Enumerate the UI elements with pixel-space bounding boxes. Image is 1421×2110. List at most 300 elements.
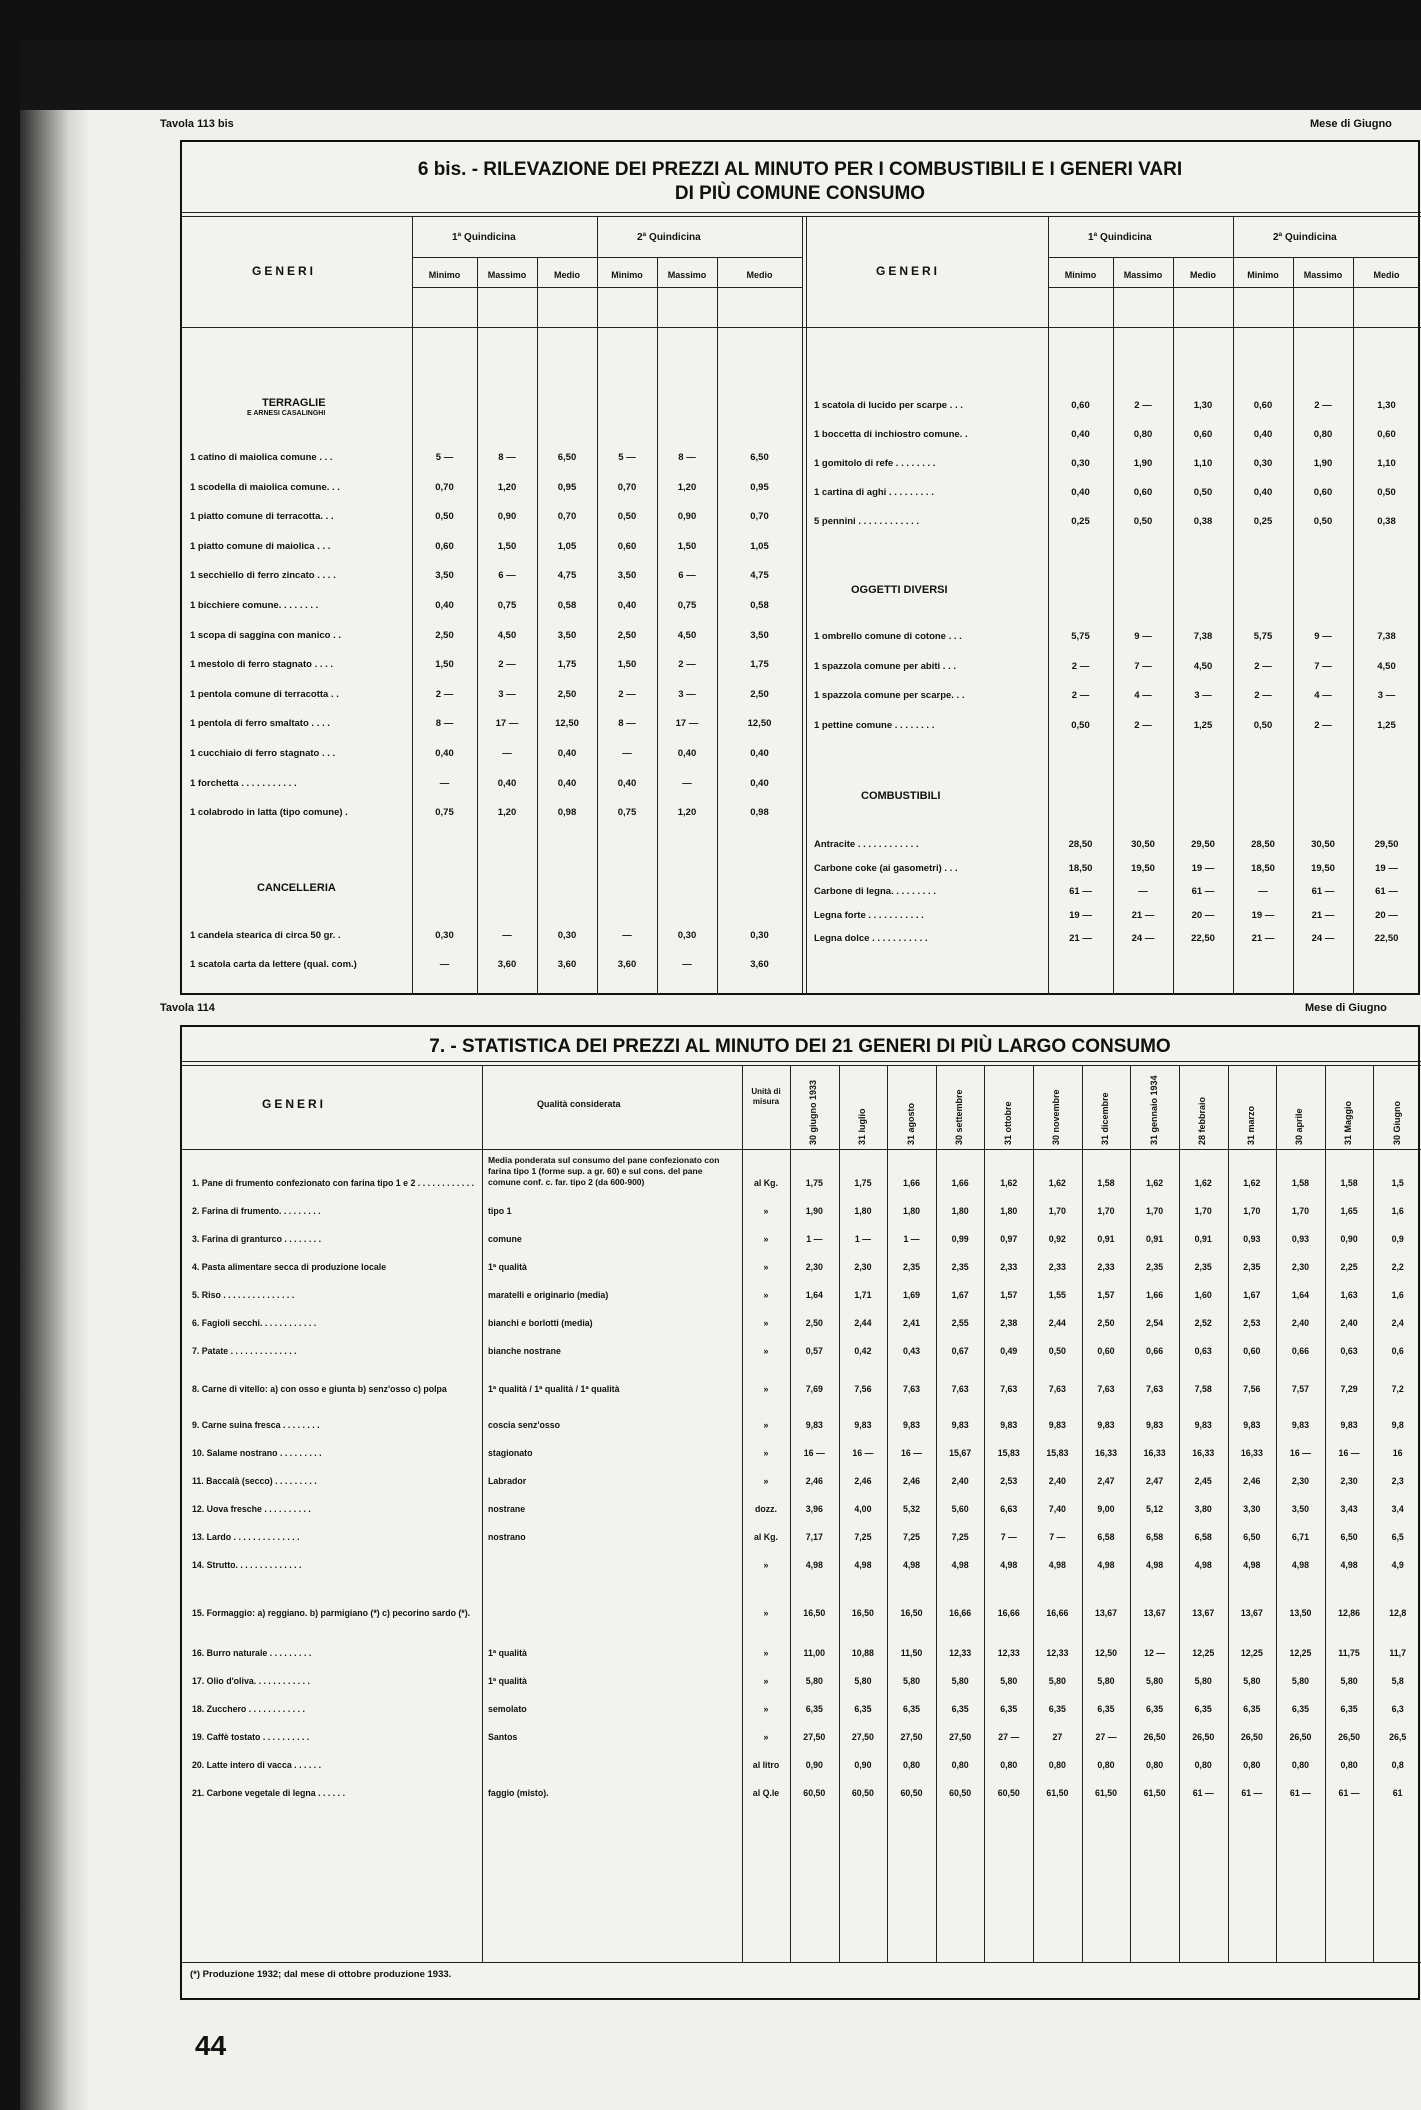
- table-cell: 0,50: [1313, 516, 1333, 527]
- table-cell: 4 —: [1314, 690, 1332, 701]
- table-cell: 0,63: [1340, 1346, 1358, 1356]
- table-cell: 1,58: [1291, 1178, 1309, 1188]
- table-cell: 1,75: [750, 659, 769, 671]
- table-cell: 4,98: [805, 1560, 823, 1570]
- table-cell: 7 —: [1000, 1532, 1017, 1542]
- table-row-label: 1 boccetta di inchiostro comune. .: [814, 429, 968, 440]
- table-cell: 0,57: [805, 1346, 823, 1356]
- table-cell: 60,50: [900, 1788, 923, 1798]
- table-cell: 5 —: [618, 452, 636, 463]
- table-cell: 21 —: [1131, 909, 1155, 921]
- table-cell: 0,93: [1243, 1234, 1261, 1244]
- table-cell: 0,66: [1291, 1346, 1309, 1356]
- unita-cell: »: [763, 1384, 769, 1394]
- table-cell: 12,25: [1240, 1648, 1263, 1658]
- month-header: 31 ottobre: [1002, 1101, 1013, 1145]
- table-cell: 0,40: [557, 748, 577, 759]
- qualita-cell: nostrane: [488, 1504, 526, 1514]
- table-cell: 6,58: [1146, 1532, 1164, 1542]
- table-row-label: 1 catino di maiolica comune . . .: [190, 452, 333, 463]
- table-cell: 17 —: [675, 718, 699, 730]
- table-cell: 2 —: [678, 659, 696, 671]
- table-cell: 3 —: [1194, 690, 1212, 701]
- table-cell: 12,86: [1338, 1608, 1361, 1618]
- table-cell: 1,20: [497, 481, 517, 493]
- table-cell: 9,83: [1243, 1420, 1261, 1430]
- table-row-label: 7. Patate . . . . . . . . . . . . . .: [192, 1346, 297, 1356]
- table-row-label: 1 mestolo di ferro stagnato . . . .: [190, 659, 334, 671]
- table-cell: 1,64: [1291, 1290, 1309, 1300]
- table-cell: 6,63: [1000, 1504, 1018, 1514]
- table-cell: 2,4: [1391, 1318, 1404, 1328]
- month-header: 31 agosto: [905, 1102, 916, 1145]
- table-cell: 6 —: [498, 570, 516, 582]
- table-cell: 1,57: [1097, 1290, 1115, 1300]
- table-cell: 9 —: [1134, 631, 1152, 642]
- table-cell: 4,98: [1146, 1560, 1164, 1570]
- table-cell: 2,33: [1048, 1262, 1066, 1272]
- table-cell: 7,2: [1391, 1384, 1404, 1394]
- table-cell: 5,80: [1194, 1676, 1212, 1686]
- table-cell: 2 —: [1071, 660, 1090, 672]
- table-cell: 6,35: [1048, 1704, 1066, 1714]
- table-cell: 13,67: [1240, 1608, 1263, 1618]
- table-cell: 1,70: [1243, 1206, 1261, 1216]
- table-cell: 1,67: [1243, 1290, 1261, 1300]
- qualita-cell: stagionato: [488, 1448, 533, 1458]
- table-cell: 0,30: [1071, 458, 1090, 469]
- table-cell: 2 —: [1254, 690, 1272, 701]
- table-cell: 60,50: [851, 1788, 874, 1798]
- table-cell: 9,83: [1048, 1420, 1066, 1430]
- table-cell: 1,6: [1391, 1290, 1404, 1300]
- table-cell: 0,92: [1048, 1234, 1066, 1244]
- table-cell: 5,32: [902, 1504, 921, 1514]
- table-cell: 15,67: [949, 1448, 972, 1458]
- table-cell: 0,38: [1193, 516, 1213, 527]
- table-cell: 4,98: [1291, 1560, 1309, 1570]
- table-cell: 2,30: [854, 1262, 872, 1272]
- table-cell: 6,35: [1291, 1704, 1309, 1714]
- table-cell: 2,53: [1243, 1318, 1261, 1328]
- table-cell: 1 —: [806, 1234, 823, 1244]
- table-cell: 1,20: [677, 481, 697, 493]
- table-cell: 1,66: [902, 1178, 921, 1188]
- unita-cell: »: [763, 1448, 769, 1458]
- scan-border: [20, 40, 1421, 110]
- table-cell: 60,50: [949, 1788, 972, 1798]
- table-cell: 1,66: [1146, 1290, 1164, 1300]
- unita-cell: »: [763, 1560, 769, 1570]
- table-cell: 1,70: [1291, 1206, 1309, 1216]
- table-cell: 7,63: [1146, 1384, 1164, 1394]
- table-cell: 3 —: [498, 688, 516, 700]
- table-cell: 2,46: [805, 1476, 823, 1486]
- header1-left: Tavola 113 bis: [160, 118, 234, 130]
- table-cell: 0,90: [805, 1760, 823, 1770]
- table-cell: 2,46: [854, 1476, 872, 1486]
- column-rule: [1293, 257, 1294, 995]
- table-cell: 7,56: [854, 1384, 872, 1394]
- table-row-label: 1. Pane di frumento confezionato con farina tipo 1 e 2 . . . . . . . . . . . .: [192, 1178, 475, 1188]
- table-cell: 1,58: [1097, 1178, 1115, 1188]
- qualita-cell: bianche nostrane: [488, 1346, 561, 1356]
- table-cell: 12,25: [1289, 1648, 1312, 1658]
- unita-cell: »: [763, 1732, 769, 1742]
- table-cell: 2 —: [1134, 719, 1152, 731]
- table-cell: —: [682, 959, 692, 970]
- qualita-cell: maratelli e originario (media): [488, 1290, 609, 1300]
- table-cell: 7 —: [1314, 660, 1332, 672]
- table-cell: 6,50: [1243, 1532, 1261, 1542]
- section-cancelleria: CANCELLERIA: [257, 882, 336, 894]
- table-cell: 11,7: [1389, 1648, 1406, 1658]
- table-cell: 1,05: [750, 540, 769, 552]
- table-cell: 24 —: [1131, 933, 1155, 944]
- qualita-cell: tipo 1: [488, 1206, 512, 1216]
- table-cell: 2,50: [1097, 1318, 1115, 1328]
- table-cell: 9,83: [805, 1420, 823, 1430]
- table-cell: 0,50: [1193, 487, 1213, 498]
- table-cell: 1,62: [1194, 1178, 1212, 1188]
- table-cell: 4 —: [1134, 690, 1152, 701]
- table-cell: 1,80: [951, 1206, 969, 1216]
- unita-cell: »: [763, 1262, 769, 1272]
- table-cell: 12,50: [747, 718, 772, 730]
- table-cell: 12,33: [997, 1648, 1020, 1658]
- table-row-label: Legna dolce . . . . . . . . . . .: [814, 933, 928, 944]
- month-header: 28 febbraio: [1197, 1096, 1208, 1145]
- table-cell: 0,70: [435, 481, 454, 493]
- table-cell: 1,05: [557, 540, 577, 552]
- unita-cell: »: [763, 1234, 769, 1244]
- table-cell: 6,35: [805, 1704, 823, 1714]
- table-cell: 1,64: [805, 1290, 823, 1300]
- table-cell: 2,52: [1194, 1318, 1212, 1328]
- table-cell: 61 —: [1311, 886, 1335, 897]
- table-cell: 2,30: [1291, 1262, 1309, 1272]
- table-cell: 0,97: [1000, 1234, 1018, 1244]
- generi-header: GENERI: [262, 1097, 327, 1111]
- table-cell: 1,55: [1048, 1290, 1066, 1300]
- table-cell: 6,3: [1391, 1704, 1404, 1714]
- table-cell: 5,80: [854, 1676, 872, 1686]
- table-cell: 0,60: [1097, 1346, 1115, 1356]
- table-cell: 16,50: [803, 1608, 826, 1618]
- table-cell: 1,60: [1194, 1290, 1212, 1300]
- table-cell: 26,50: [1192, 1732, 1215, 1742]
- table-cell: 3,4: [1391, 1504, 1404, 1514]
- table-cell: 24 —: [1311, 933, 1335, 944]
- table-cell: 1,71: [854, 1290, 872, 1300]
- column-rule: [1353, 257, 1354, 995]
- table-cell: 7,38: [1193, 631, 1213, 642]
- table-row-label: 1 forchetta . . . . . . . . . . .: [190, 777, 297, 789]
- table-cell: —: [502, 748, 512, 759]
- section-oggetti: OGGETTI DIVERSI: [851, 584, 948, 596]
- unita-cell: »: [763, 1346, 769, 1356]
- table-cell: 9,8: [1391, 1420, 1404, 1430]
- table-cell: 5,60: [951, 1504, 969, 1514]
- subheader-massimo: Massimo: [1303, 270, 1343, 280]
- section-terraglie: TERRAGLIE: [262, 397, 326, 409]
- table-cell: 5 —: [435, 452, 454, 463]
- table-cell: 8 —: [498, 452, 516, 463]
- table-cell: 0,58: [557, 600, 577, 611]
- unita-cell: »: [763, 1420, 769, 1430]
- table-cell: 0,67: [951, 1346, 969, 1356]
- center-divider: [802, 216, 803, 995]
- table-cell: 1,30: [1193, 400, 1213, 411]
- table-cell: 1,80: [902, 1206, 921, 1216]
- table-cell: 0,50: [435, 511, 454, 523]
- table-cell: 7,38: [1377, 631, 1396, 642]
- table-cell: 3 —: [1377, 690, 1396, 701]
- table-cell: 3,96: [805, 1504, 823, 1514]
- table-cell: 26,5: [1389, 1732, 1407, 1742]
- table-cell: 4,50: [1193, 660, 1213, 672]
- table-cell: 1,63: [1340, 1290, 1358, 1300]
- table-cell: 16 —: [901, 1448, 923, 1458]
- table-cell: 2,35: [1194, 1262, 1212, 1272]
- table-row-label: 1 spazzola comune per abiti . . .: [814, 660, 957, 672]
- table-row-label: 19. Caffè tostato . . . . . . . . . .: [192, 1732, 310, 1742]
- table-cell: 0,91: [1194, 1234, 1212, 1244]
- table-cell: 6,5: [1391, 1532, 1404, 1542]
- section-combustibili: COMBUSTIBILI: [861, 790, 941, 802]
- table-cell: 0,40: [617, 600, 637, 611]
- quindicina-2-header: 2ª Quindicina: [637, 232, 701, 243]
- table-cell: 6,35: [1243, 1704, 1261, 1714]
- table-cell: 9,83: [1146, 1420, 1164, 1430]
- table-row-label: 1 piatto comune di maiolica . . .: [190, 540, 331, 552]
- table-row-label: 1 ombrello comune di cotone . . .: [814, 631, 962, 642]
- table-cell: 1,80: [1000, 1206, 1018, 1216]
- table-cell: 4,75: [557, 570, 577, 582]
- table-cell: 2,40: [1291, 1318, 1309, 1328]
- qualita-cell: bianchi e borlotti (media): [488, 1318, 593, 1328]
- table-cell: 20 —: [1375, 909, 1398, 921]
- table-cell: 2 —: [1314, 400, 1332, 411]
- table-cell: 0,40: [1071, 429, 1090, 440]
- table-cell: 5,80: [805, 1676, 823, 1686]
- table-row-label: 1 pentola comune di terracotta . .: [190, 688, 339, 700]
- table-cell: 0,80: [1340, 1760, 1358, 1770]
- table1-title-line1: 6 bis. - RILEVAZIONE DEI PREZZI AL MINUTO PER I COMBUSTIBILI E I GENERI VARI: [417, 159, 1183, 180]
- table-cell: 0,90: [677, 511, 697, 523]
- unita-cell: »: [763, 1608, 769, 1618]
- table-cell: 0,40: [677, 748, 697, 759]
- table-cell: 5,8: [1391, 1676, 1404, 1686]
- table-cell: 26,50: [1289, 1732, 1312, 1742]
- table-cell: 0,8: [1391, 1760, 1404, 1770]
- table-cell: —: [622, 748, 632, 759]
- table-cell: 1,90: [1133, 458, 1153, 469]
- table-cell: 1,50: [435, 659, 454, 671]
- table-cell: 2,33: [1000, 1262, 1018, 1272]
- table-cell: 0,40: [557, 777, 577, 789]
- table-row-label: 18. Zucchero . . . . . . . . . . . .: [192, 1704, 305, 1714]
- table-cell: 12,25: [1192, 1648, 1215, 1658]
- table-cell: 0,70: [557, 511, 577, 523]
- table-cell: 0,43: [902, 1346, 921, 1356]
- table-cell: 7,63: [951, 1384, 969, 1394]
- table-cell: 2,3: [1391, 1476, 1404, 1486]
- table-row-label: 9. Carne suina fresca . . . . . . . .: [192, 1420, 320, 1430]
- table-cell: 61,50: [1046, 1788, 1069, 1798]
- table-cell: 1,20: [497, 807, 517, 819]
- table-cell: 26,50: [1338, 1732, 1361, 1742]
- table-cell: 60,50: [997, 1788, 1020, 1798]
- unita-cell: »: [763, 1318, 769, 1328]
- table-cell: 19 —: [1375, 862, 1398, 874]
- table-cell: 0,75: [497, 600, 517, 611]
- table-row-label: 4. Pasta alimentare secca di produzione locale: [192, 1262, 387, 1272]
- table-6bis: [180, 140, 1420, 995]
- table-cell: 0,70: [750, 511, 769, 523]
- table-row-label: 5 pennini . . . . . . . . . . . .: [814, 516, 920, 527]
- table-cell: 9,83: [854, 1420, 872, 1430]
- table-cell: 20 —: [1191, 909, 1215, 921]
- table-cell: 0,60: [1193, 429, 1213, 440]
- table-cell: 0,60: [1253, 400, 1273, 411]
- rule: [182, 1149, 1421, 1150]
- table-cell: 5,80: [1000, 1676, 1018, 1686]
- subheader-minimo: Minimo: [611, 270, 643, 280]
- table-cell: 0,25: [1253, 516, 1273, 527]
- table-cell: 3,50: [435, 570, 454, 582]
- qualita-note: Media ponderata sul consumo del pane confezionato con farina tipo 1 (forme sup. a gr. 60) e sul cons. del pane comune conf. c. far. tipo 2 (da 600-900): [488, 1155, 720, 1187]
- unita-cell: »: [763, 1648, 769, 1658]
- table-cell: 0,75: [677, 600, 697, 611]
- table-cell: 1,70: [1048, 1206, 1066, 1216]
- table-cell: 0,98: [750, 807, 769, 819]
- header2-left: Tavola 114: [160, 1002, 215, 1014]
- table-cell: 3,60: [557, 959, 577, 970]
- table-cell: 15,83: [997, 1448, 1020, 1458]
- table-cell: 3,60: [497, 959, 517, 970]
- table-row-label: 14. Strutto. . . . . . . . . . . . . .: [192, 1560, 302, 1570]
- table-cell: 9,83: [1291, 1420, 1309, 1430]
- scanned-page: [20, 40, 1421, 2110]
- quindicina-2-header: 2ª Quindicina: [1273, 232, 1337, 243]
- table-cell: 2,46: [1243, 1476, 1261, 1486]
- table-cell: 9,83: [1340, 1420, 1358, 1430]
- unita-cell: al litro: [752, 1760, 780, 1770]
- table-cell: 0,60: [1377, 429, 1396, 440]
- month-header: 31 dicembre: [1100, 1092, 1110, 1145]
- table-cell: 5,75: [1253, 631, 1273, 642]
- table-cell: 4,50: [677, 629, 697, 641]
- table-cell: 1,58: [1340, 1178, 1358, 1188]
- table-cell: 0,6: [1391, 1346, 1404, 1356]
- column-rule: [537, 257, 538, 995]
- subheader-minimo: Minimo: [1064, 270, 1097, 280]
- table-cell: 4,75: [750, 570, 769, 582]
- table-cell: 27,50: [900, 1732, 923, 1742]
- table-cell: 0,30: [557, 930, 577, 941]
- table-7: [180, 1025, 1420, 2000]
- table-cell: 9,83: [1097, 1420, 1115, 1430]
- table-cell: 2,33: [1097, 1262, 1115, 1272]
- table-cell: 30,50: [1311, 839, 1335, 850]
- unita-cell: al Kg.: [754, 1178, 778, 1188]
- table-cell: 2,55: [951, 1318, 969, 1328]
- table-row-label: 16. Burro naturale . . . . . . . . .: [192, 1648, 312, 1658]
- table-cell: 16,50: [851, 1608, 874, 1618]
- column-rule: [1173, 257, 1174, 995]
- table-row-label: 12. Uova fresche . . . . . . . . . .: [192, 1504, 311, 1514]
- table-cell: 9 —: [1314, 631, 1332, 642]
- table-cell: 2,47: [1097, 1476, 1115, 1486]
- table-cell: 16 —: [1289, 1448, 1311, 1458]
- table-cell: 18,50: [1251, 862, 1275, 874]
- table-cell: 0,60: [617, 540, 637, 552]
- table-cell: 7,25: [902, 1532, 921, 1542]
- page-number: 44: [195, 2030, 227, 2061]
- table-cell: 1,90: [1313, 458, 1333, 469]
- month-header: 31 marzo: [1245, 1105, 1256, 1145]
- table-cell: —: [622, 930, 632, 941]
- table-cell: —: [439, 777, 450, 789]
- table-cell: 4,50: [1377, 660, 1396, 672]
- table-cell: 3,80: [1194, 1504, 1212, 1514]
- table-cell: 0,80: [1146, 1760, 1164, 1770]
- table-cell: 4,50: [497, 629, 517, 641]
- table-cell: 1,90: [805, 1206, 823, 1216]
- table-cell: 0,50: [1048, 1346, 1066, 1356]
- table-cell: 1,50: [617, 659, 637, 671]
- table-row-label: 1 pettine comune . . . . . . . .: [814, 719, 935, 731]
- table-cell: 5,80: [1146, 1676, 1164, 1686]
- month-header: 30 giugno 1933: [808, 1079, 819, 1145]
- table-cell: 9,83: [951, 1420, 969, 1430]
- table-cell: 27,50: [851, 1732, 874, 1742]
- table-cell: 6,50: [557, 452, 577, 463]
- table-cell: 2,46: [902, 1476, 921, 1486]
- table-cell: 10,88: [851, 1648, 874, 1658]
- table-cell: 2,53: [1000, 1476, 1018, 1486]
- table-cell: 0,50: [1133, 516, 1153, 527]
- table-row-label: Carbone di legna. . . . . . . . .: [814, 886, 936, 897]
- table-cell: 2,35: [951, 1262, 969, 1272]
- table-row-label: 11. Baccalà (secco) . . . . . . . . .: [192, 1476, 317, 1486]
- table-cell: 16,33: [1094, 1448, 1117, 1458]
- table-cell: 1,70: [1194, 1206, 1212, 1216]
- table-cell: 1,75: [854, 1178, 872, 1188]
- table-cell: 0,30: [677, 930, 697, 941]
- table-cell: 22,50: [1191, 933, 1215, 944]
- table-cell: 0,50: [617, 511, 637, 523]
- table-cell: 1,70: [1146, 1206, 1164, 1216]
- table-cell: 2,41: [902, 1318, 921, 1328]
- table-cell: 5,80: [951, 1676, 969, 1686]
- rule: [412, 257, 802, 258]
- table-cell: 12,33: [949, 1648, 972, 1658]
- table-cell: 3,50: [557, 629, 577, 641]
- qualita-cell: faggio (misto).: [488, 1788, 549, 1798]
- unita-cell: dozz.: [755, 1504, 777, 1514]
- table-row-label: 8. Carne di vitello: a) con osso e giunta b) senz'osso c) polpa: [192, 1384, 447, 1394]
- table-cell: 12,50: [555, 718, 579, 730]
- table-cell: 6 —: [678, 570, 696, 582]
- table-cell: 5,12: [1146, 1504, 1164, 1514]
- table-row-label: 17. Olio d'oliva. . . . . . . . . . . .: [192, 1676, 310, 1686]
- month-header: 30 settembre: [954, 1089, 965, 1145]
- table-cell: —: [439, 959, 450, 970]
- table-cell: 4,9: [1391, 1560, 1404, 1570]
- table-row-label: 1 scopa di saggina con manico . .: [190, 629, 341, 641]
